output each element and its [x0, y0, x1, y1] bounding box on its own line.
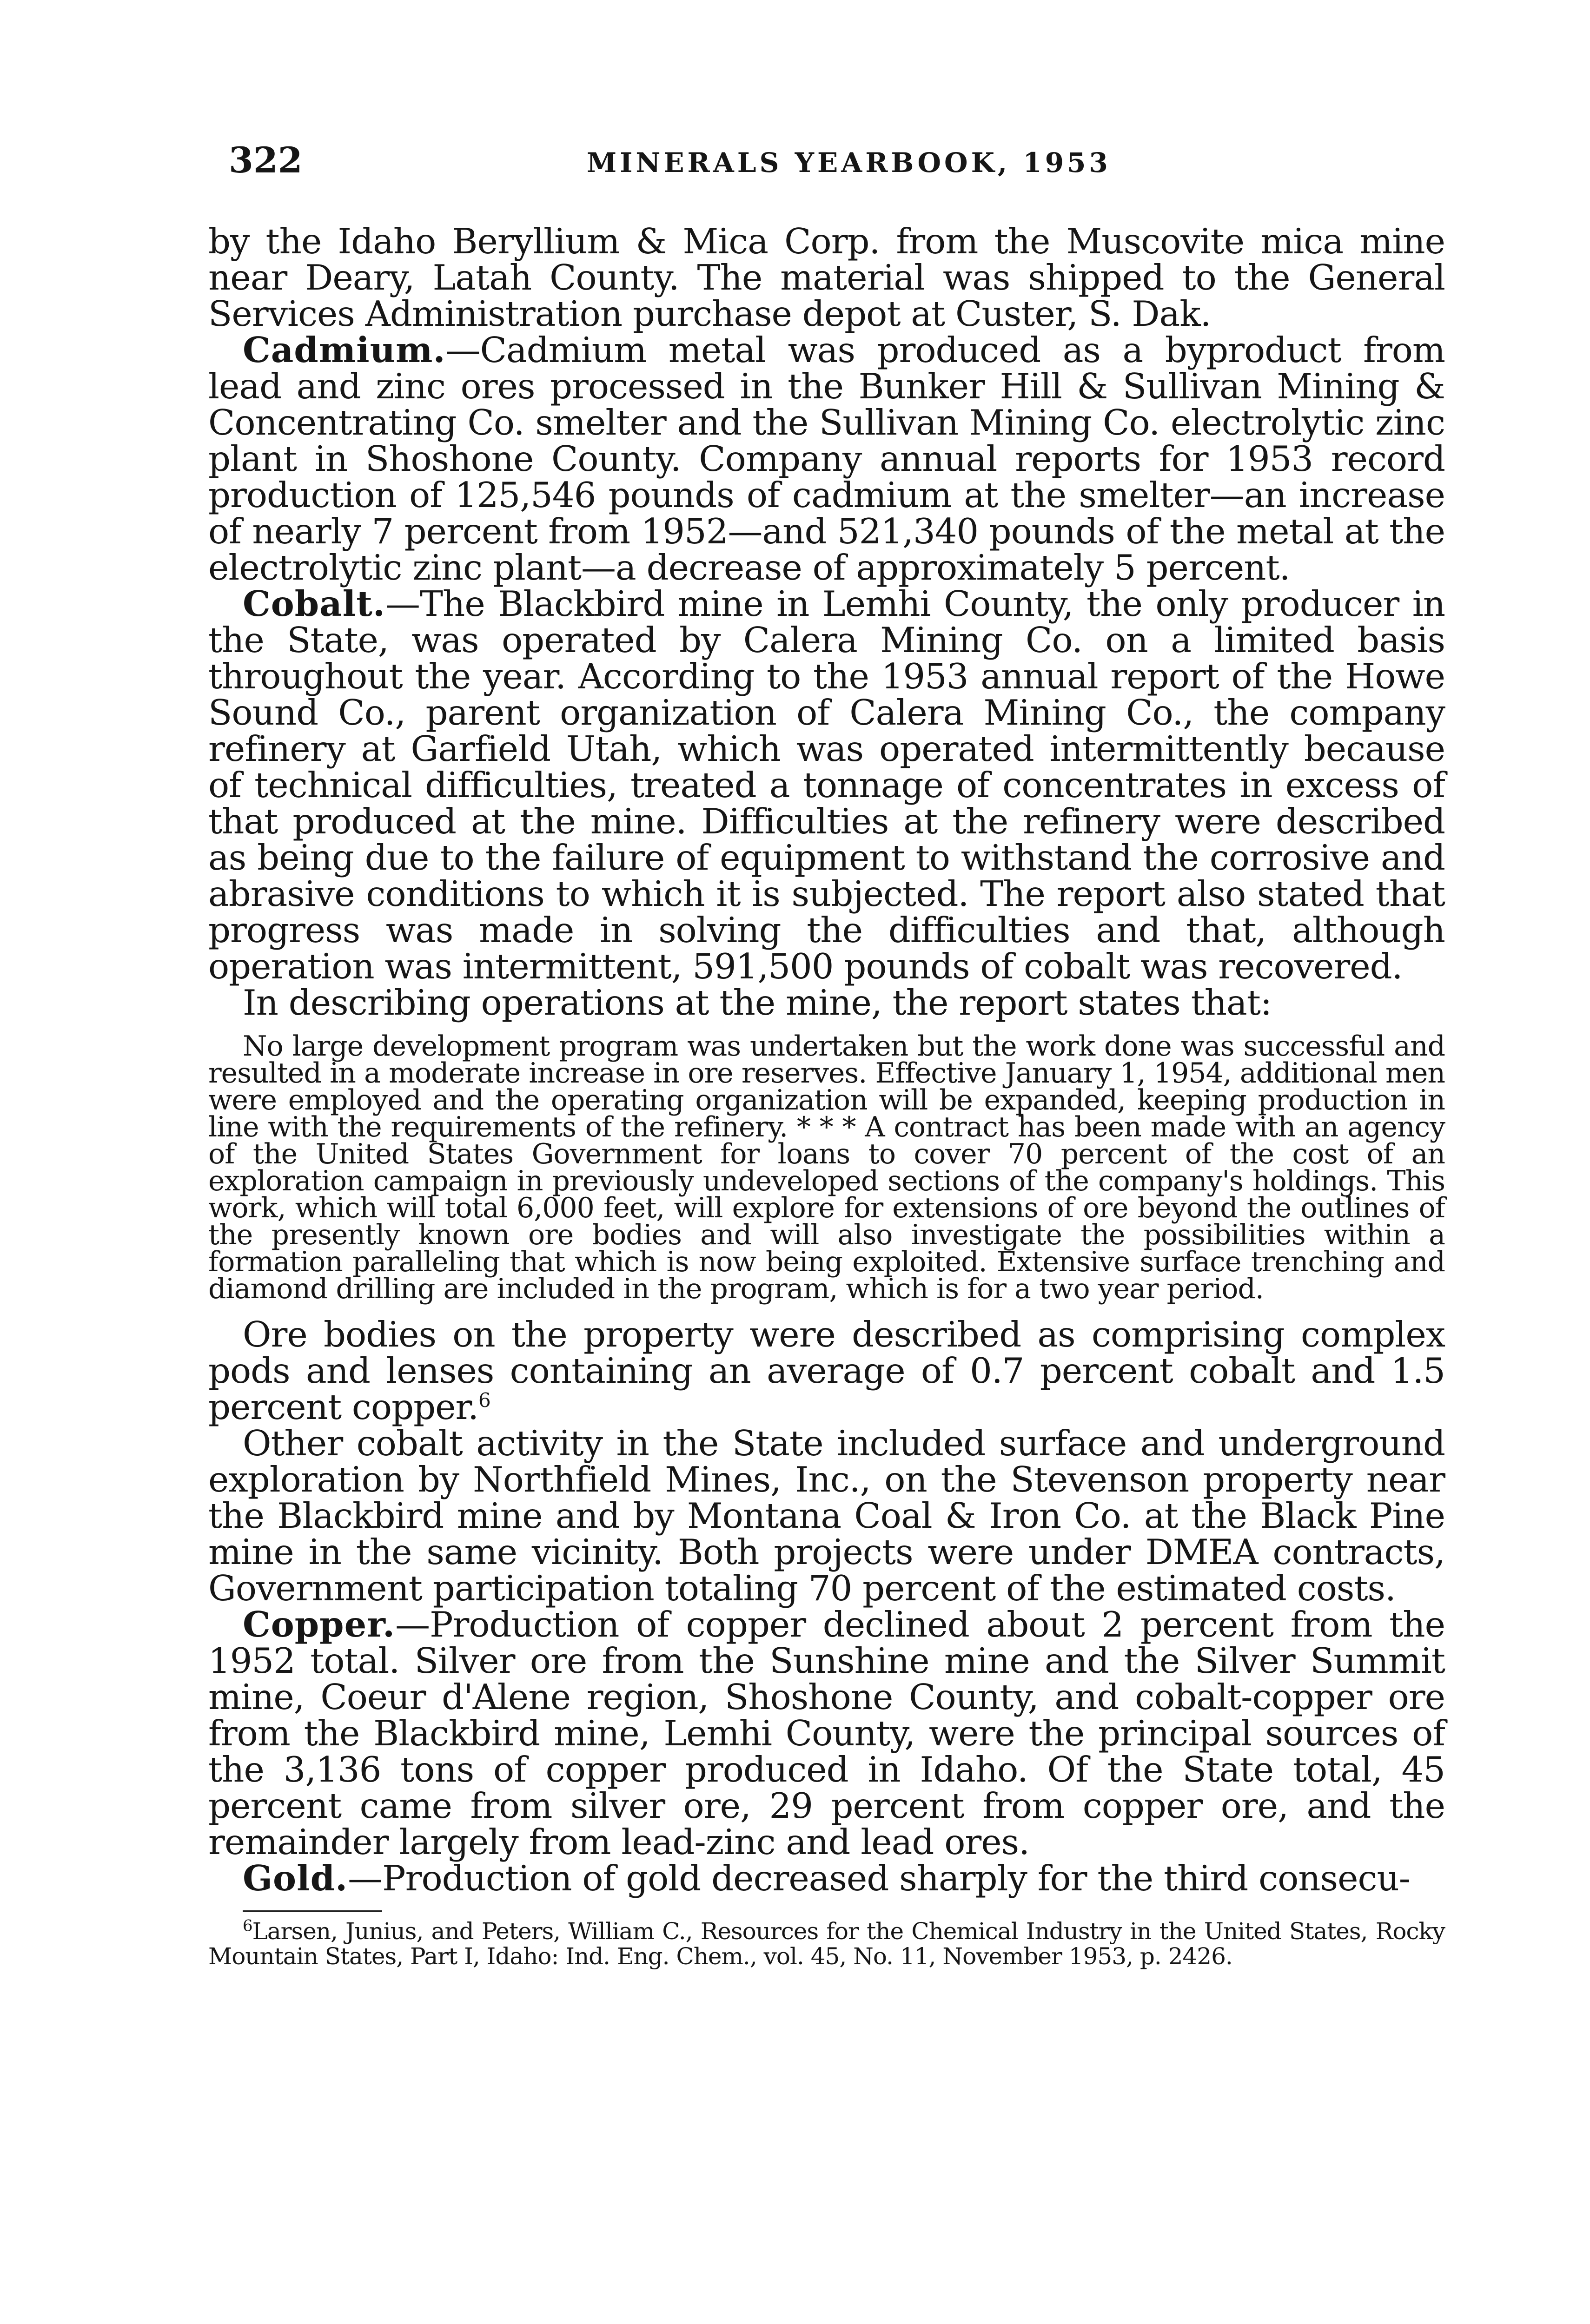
footnote-divider	[243, 1910, 382, 1912]
footnote-mark: 6	[243, 1916, 252, 1935]
section-head-cadmium: Cadmium.	[243, 330, 446, 370]
section-head-cobalt: Cobalt.	[243, 583, 385, 624]
paragraph-describing: In describing operations at the mine, the report states that:	[243, 982, 1272, 1023]
copper-text: —Production of copper declined about 2 percent from the 1952 total. Silver ore from the Sunshine mine and the Silver Summit mine, Coeur d'Alene region, Shoshone County, and cobalt-copper ore from the Blackbird mine, Lemhi County, were the principal sources of the 3,136 tons of copper produced in Idaho. Of the State total, 45 percent came from silver ore, 29 percent from copper ore, and the remainder largely from lead-zinc and lead ores.	[208, 1604, 1445, 1862]
paragraph-ore-bodies	[208, 1316, 1445, 1425]
cadmium-text: —Cadmium metal was produced as a byproduct from lead and zinc ores processed in the Bunker Hill & Sullivan Mining & Concentrating Co. smelter and the Sullivan Mining Co. electrolytic zinc plant in Shoshone County. Company annual reports for 1953 record production of 125,546 pounds of cadmium at the smelter—an increase of nearly 7 percent from 1952—and 521,340 pounds of the metal at the electrolytic zinc plant—a decrease of approximately 5 percent.	[208, 330, 1445, 588]
footnote-text: Larsen, Junius, and Peters, William C., Resources for the Chemical Industry in the United States, Rocky Mountain States, Part I, Idaho: Ind. Eng. Chem., vol. 45, No. 11, November 1953, p. 2426.	[208, 1918, 1445, 1970]
footnote-reference: 6	[478, 1389, 490, 1412]
cobalt-text: —The Blackbird mine in Lemhi County, the only producer in the State, was operated by Calera Mining Co. on a limited basis throughout the year. According to the 1953 annual report of the Howe Sound Co., parent organization of Calera Mining Co., the company refinery at Garfield Utah, which was operated intermittently because of technical difficulties, treated a tonnage of concentrates in excess of that produced at the mine. Difficulties at the refinery were described as being due to the failure of equipment to withstand the corrosive and abrasive conditions to which it is subjected. The report also stated that progress was made in solving the difficulties and that, although operation was intermittent, 591,500 pounds of cobalt was recovered.	[208, 583, 1445, 987]
footnote	[208, 1916, 1445, 1970]
section-head-copper: Copper.	[243, 1604, 396, 1645]
paragraph-cadmium	[208, 332, 1445, 586]
paragraph-cobalt	[208, 583, 1445, 987]
ore-bodies-text: Ore bodies on the property were described as comprising complex pods and lenses containing an average of 0.7 percent cobalt and 1.5 percent copper.	[208, 1314, 1445, 1427]
section-head-gold: Gold.	[243, 1858, 348, 1899]
body-text	[208, 223, 1445, 1969]
page-header	[229, 135, 1438, 191]
running-head: MINERALS YEARBOOK, 1953	[587, 147, 1111, 178]
gold-text: —Production of gold decreased sharply for the third consecu-	[348, 1858, 1411, 1899]
page-number: 322	[229, 139, 303, 181]
paragraph-other-cobalt: Other cobalt activity in the State included surface and underground exploration by Northfield Mines, Inc., on the Stevenson property near the Blackbird mine and by Montana Coal & Iron Co. at the Black Pine mine in the same vicinity. Both projects were under DMEA contracts, Government participation totaling 70 percent of the estimated costs.	[208, 1423, 1445, 1609]
paragraph-beryllium-continued: by the Idaho Beryllium & Mica Corp. from the Muscovite mica mine near Deary, Latah County. The material was shipped to the General Services Administration purchase depot at Custer, S. Dak.	[208, 221, 1445, 334]
paragraph-copper	[208, 1606, 1445, 1860]
block-quote: No large development program was undertaken but the work done was successful and resulted in a moderate increase in ore reserves. Effective January 1, 1954, additional men were employed and the operating organization will be expanded, keeping production in line with the requirements of the refinery. * * * A contract has been made with an agency of the United States Government for loans to cover 70 percent of the cost of an exploration campaign in previously undeveloped sections of the company's holdings. This work, which will total 6,000 feet, will explore for extensions of ore beyond the outlines of the presently known ore bodies and will also investigate the possibilities within a formation paralleling that which is now being exploited. Extensive surface trenching and diamond drilling are included in the program, which is for a two year period.	[208, 1030, 1445, 1305]
paragraph-gold	[208, 1858, 1445, 1899]
